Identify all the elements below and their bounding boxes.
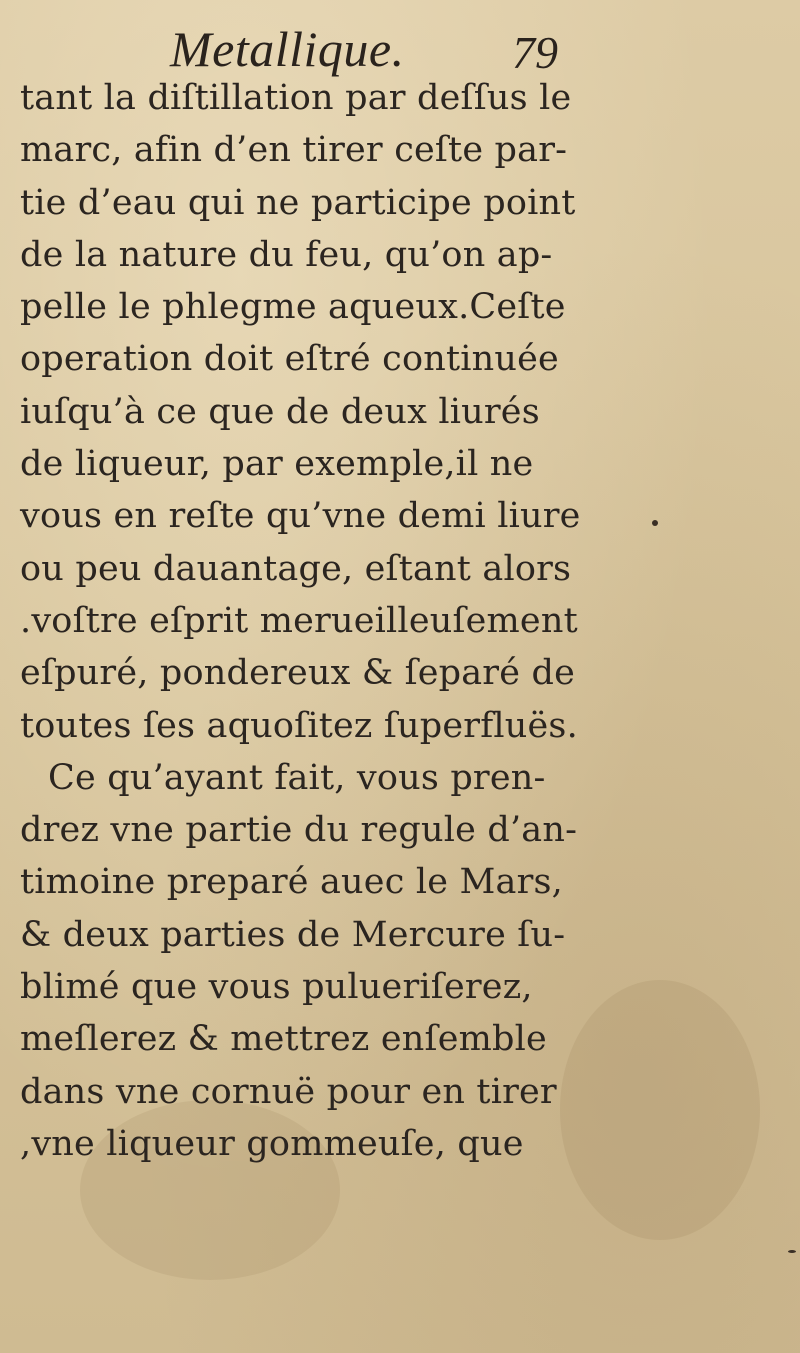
text-line: tie d’eau qui ne participe point	[20, 182, 576, 223]
text-line: .voſtre eſprit merueilleuſement	[20, 600, 578, 641]
text-line: de liqueur, par exemple,il ne	[20, 444, 534, 485]
page-number: 79	[512, 27, 558, 78]
text-line: pelle le phlegme aqueux.Ceſte	[20, 287, 566, 328]
text-line: vous en reſte qu’vne demi liure	[20, 496, 581, 537]
text-line: Ce qu’ayant fait, vous pren-	[48, 757, 546, 798]
text-line: toutes ſes aquoſitez ſuperfluës.	[20, 705, 578, 746]
text-line: blimé que vous pulueriſerez,	[20, 967, 533, 1008]
text-line: iuſqu’à ce que de deux liurés	[20, 391, 540, 432]
text-line: operation doit eſtré continuée	[20, 339, 559, 380]
text-line: drez vne partie du regule d’an-	[20, 810, 578, 851]
text-line: eſpuré, pondereux & ſeparé de	[20, 653, 575, 694]
text-line: marc, afin d’en tirer ceſte par-	[20, 130, 568, 171]
ink-speck	[788, 1250, 796, 1253]
text-line: de la nature du feu, qu’on ap-	[20, 234, 553, 275]
body-text	[20, 72, 610, 1170]
running-head: Metallique.	[170, 21, 405, 77]
ink-speck	[652, 520, 658, 526]
text-line: timoine preparé auec le Mars,	[20, 862, 563, 903]
text-line: meſlerez & mettrez enſemble	[20, 1019, 547, 1060]
text-line: dans vne cornuë pour en tirer	[20, 1071, 557, 1112]
text-line: ,vne liqueur gommeuſe, que	[20, 1123, 524, 1164]
text-line: ou peu dauantage, eſtant alors	[20, 548, 572, 589]
text-line: tant la diſtillation par deſſus le	[20, 78, 572, 118]
text-line: & deux parties de Mercure ſu-	[20, 914, 566, 955]
